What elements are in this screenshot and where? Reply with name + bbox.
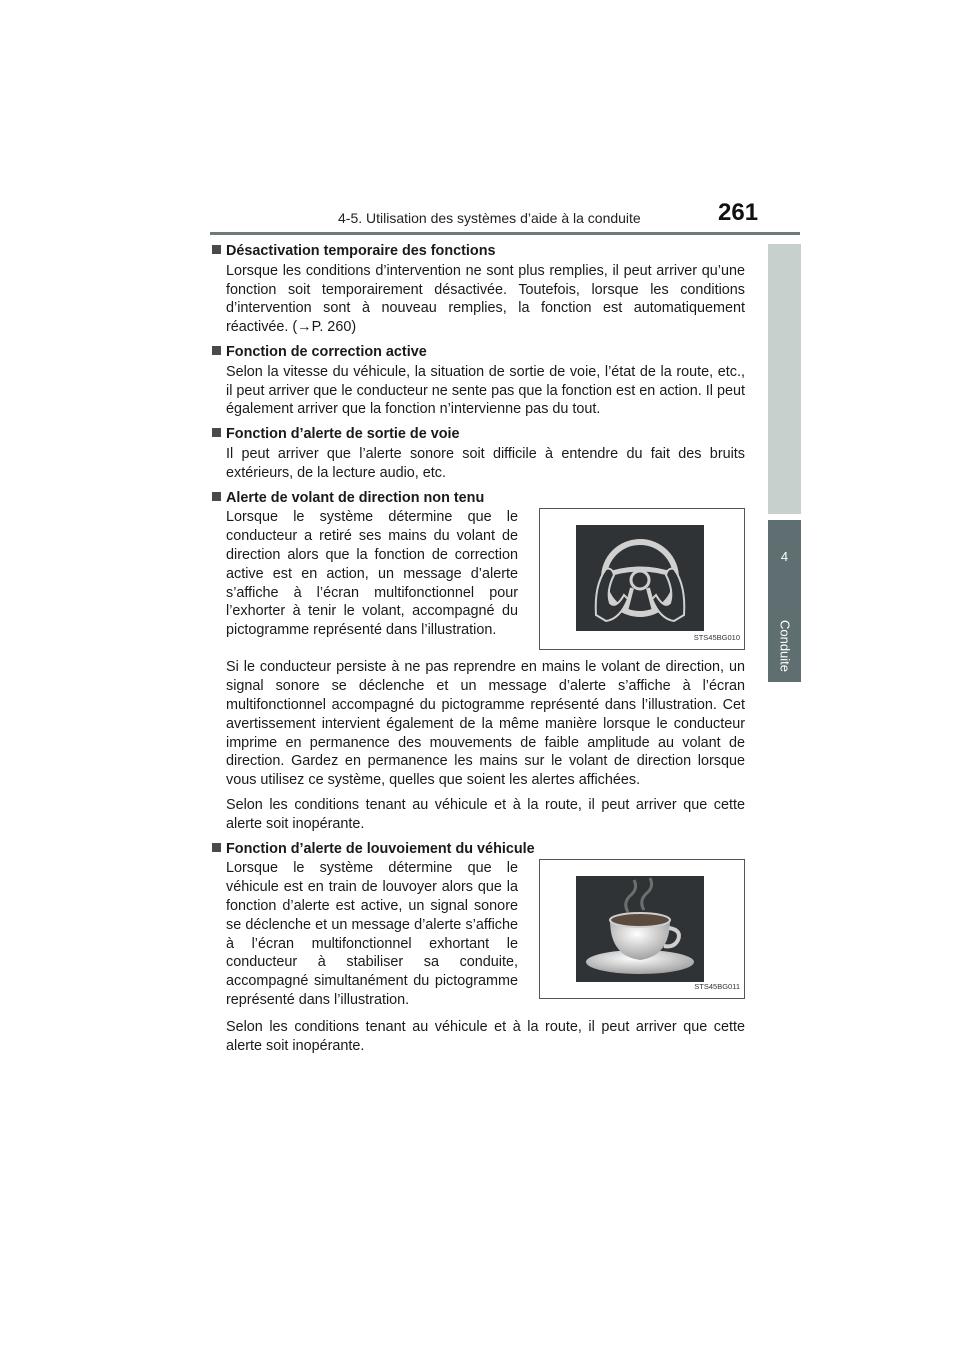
section-title: Fonction de correction active — [212, 343, 745, 362]
coffee-cup-icon — [576, 876, 704, 982]
chapter-tab-label-box — [768, 611, 801, 681]
square-bullet-icon — [212, 245, 221, 254]
figure-coffee-cup-warning — [539, 859, 745, 999]
running-header-section: 4-5. Utilisation des systèmes d’aide à la conduite — [338, 210, 641, 226]
square-bullet-icon — [212, 843, 221, 852]
page-content — [212, 242, 745, 1061]
paragraph: Selon les conditions tenant au véhicule et à la route, il peut arriver que cette alerte soit inopérante. — [226, 1018, 745, 1054]
figure-code: STS45BG011 — [694, 981, 740, 991]
side-tab-decor — [768, 244, 801, 514]
paragraph: Il peut arriver que l’alerte sonore soit difficile à entendre du fait des bruits extérieurs, de la lecture audio, etc. — [226, 445, 745, 481]
square-bullet-icon — [212, 492, 221, 501]
display-screen — [576, 525, 704, 631]
text-with-figure — [226, 508, 745, 650]
paragraph: Lorsque le système détermine que le conducteur a retiré ses mains du volant de direction alors que la fonction de correction active est en action, un message d’alerte s’affiche à l’écran multifonctionnel pour l’exhorter à tenir le volant, accompagné du pictogramme représenté dans l’illustration. — [226, 509, 518, 639]
paragraph: Si le conducteur persiste à ne pas reprendre en mains le volant de direction, un signal sonore se déclenche et un message d’alerte s’affiche à l’écran multifonctionnel accompagné du pictogramme représenté dans l’illustration. Cet avertissement intervient également de la même manière lorsque le conducteur imprime en permanence des mouvements de faible amplitude au volant de direction. Gardez en permanence les mains sur le volant de direction lorsque vous utilisez ce système, quelles que soient les alertes affichées. — [226, 659, 745, 789]
page-number: 261 — [718, 199, 759, 226]
chapter-tab-number: 4 — [780, 549, 789, 564]
paragraph: Selon la vitesse du véhicule, la situation de sortie de voie, l’état de la route, etc., il peut arriver que le conducteur ne sente pas que la fonction est en action. Il peut également arriver que la fonction n’intervienne pas du tout. — [226, 363, 745, 418]
square-bullet-icon — [212, 428, 221, 437]
section-title: Fonction d’alerte de sortie de voie — [212, 425, 745, 444]
section-title: Alerte de volant de direction non tenu — [212, 489, 745, 508]
text-with-figure — [226, 859, 745, 1009]
figure-code: STS45BG010 — [693, 632, 740, 642]
square-bullet-icon — [212, 346, 221, 355]
hands-on-steering-wheel-icon — [576, 525, 704, 631]
header-divider — [210, 232, 800, 235]
chapter-tab-label: Conduite — [777, 619, 792, 673]
section-title: Désactivation temporaire des fonctions — [212, 242, 745, 261]
figure-steering-wheel-warning — [539, 508, 745, 650]
paragraph: Lorsque le système détermine que le véhicule est en train de louvoyer alors que la fonction d’alerte est active, un signal sonore se déclenche et un message d’alerte s’affiche à l’écran multifonctionnel exhortant le conducteur à stabiliser sa conduite, accompagné simultanément du pictogramme représenté dans l’illustration. — [226, 860, 518, 1008]
display-screen — [576, 876, 704, 982]
section-title: Fonction d’alerte de louvoiement du véhicule — [212, 840, 745, 859]
paragraph: Lorsque les conditions d’intervention ne sont plus remplies, il peut arriver qu’une fonction soit temporairement désactivée. Toutefois, lorsque les conditions d’intervention sont à nouveau remplies, la fonction est automatiquement réactivée. (→P. 260) — [226, 262, 745, 336]
paragraph: Selon les conditions tenant au véhicule et à la route, il peut arriver que cette alerte soit inopérante. — [226, 796, 745, 832]
